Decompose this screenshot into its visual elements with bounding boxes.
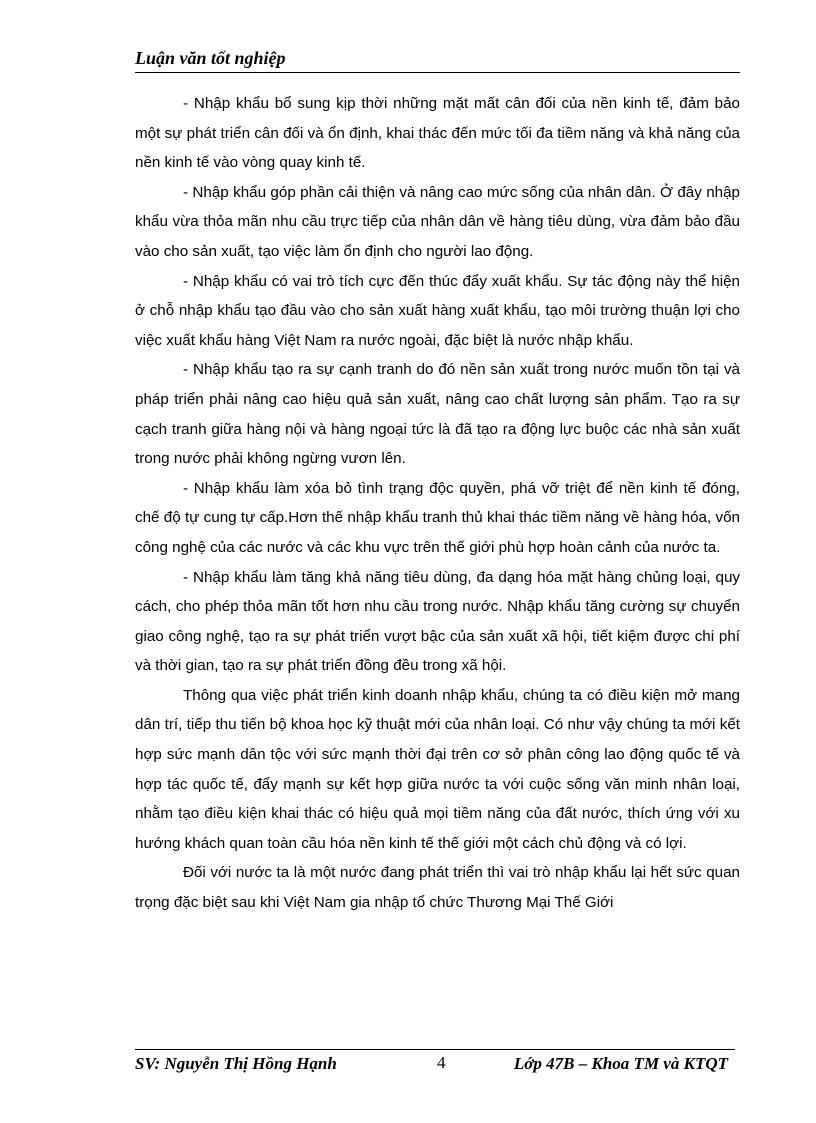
footer-author: SV: Nguyễn Thị Hồng Hạnh bbox=[135, 1054, 337, 1073]
footer-class-info: Lớp 47B – Khoa TM và KTQT bbox=[513, 1054, 728, 1073]
document-body bbox=[135, 89, 740, 918]
paragraph: Đối với nước ta là một nước đang phát triển thì vai trò nhập khẩu lại hết sức quan trọng đặc biệt sau khi Việt Nam gia nhập tổ chức Thương Mại Thế Giới bbox=[135, 864, 740, 912]
paragraph: - Nhập khẩu làm tăng khả năng tiêu dùng, đa dạng hóa mặt hàng chủng loại, quy cách, cho phép thỏa mãn tốt hơn nhu cầu trong nước. Nhập khẩu tăng cường sự chuyển giao công nghệ, tạo ra sự phát triển vượt bậc của sản xuất xã hội, tiết kiệm được chi phí và thời gian, tạo ra sự phát triển đồng đều trong xã hội. bbox=[135, 568, 740, 675]
paragraph: - Nhập khẩu bổ sung kịp thời những mặt mất cân đối của nền kinh tế, đảm bảo một sự phát triển cân đối và ổn định, khai thác đến mức tối đa tiềm năng và khả năng của nền kinh tế vào vòng quay kinh tế. bbox=[135, 95, 740, 172]
footer-divider bbox=[135, 1049, 735, 1050]
paragraph: - Nhập khẩu góp phần cải thiện và nâng cao mức sống của nhân dân. Ở đây nhập khẩu vừa thỏa mãn nhu cầu trực tiếp của nhân dân về hàng tiêu dùng, vừa đảm bảo đầu vào cho sản xuất, tạo việc làm ổn định cho người lao động. bbox=[135, 183, 740, 260]
paragraph: - Nhập khẩu tạo ra sự cạnh tranh do đó nền sản xuất trong nước muốn tồn tại và pháp triển phải nâng cao hiệu quả sản xuất, nâng cao chất lượng sản phẩm. Tạo ra sự cạch tranh giữa hàng nội và hàng ngoại tức là đã tạo ra động lực buộc các nhà sản xuất trong nước phải không ngừng vươn lên. bbox=[135, 361, 740, 468]
page-number: 4 bbox=[437, 1053, 446, 1072]
paragraph: - Nhập khẩu có vai trò tích cực đến thúc đẩy xuất khẩu. Sự tác động này thể hiện ở chỗ nhập khẩu tạo đầu vào cho sản xuất hàng xuất khẩu, tạo môi trường thuận lợi cho việc xuất khẩu hàng Việt Nam ra nước ngoài, đặc biệt là nước nhập khẩu. bbox=[135, 272, 740, 349]
paragraph: Thông qua việc phát triển kinh doanh nhập khẩu, chúng ta có điều kiện mở mang dân trí, tiếp thu tiến bộ khoa học kỹ thuật mới của nhân loại. Có như vậy chúng ta mới kết hợp sức mạnh dân tộc với sức mạnh thời đại trên cơ sở phân công lao động quốc tế và hợp tác quốc tế, đẩy mạnh sự kết hợp giữa nước ta với cuộc sống văn minh nhân loại, nhằm tạo điều kiện khai thác có hiệu quả mọi tiềm năng của đất nước, thích ứng với xu hướng khách quan toàn cầu hóa nền kinh tế thế giới một cách chủ động và có lợi. bbox=[135, 686, 740, 852]
page-header bbox=[135, 46, 740, 73]
paragraph: - Nhập khẩu làm xóa bỏ tình trạng độc quyền, phá vỡ triệt để nền kinh tế đóng, chế độ tự cung tự cấp.Hơn thế nhập khẩu tranh thủ khai thác tiềm năng về hàng hóa, vốn công nghệ của các nước và các khu vực trên thế giới phù hợp hoàn cảnh của nước ta. bbox=[135, 479, 740, 556]
header-title: Luận văn tốt nghiệp bbox=[135, 48, 286, 68]
